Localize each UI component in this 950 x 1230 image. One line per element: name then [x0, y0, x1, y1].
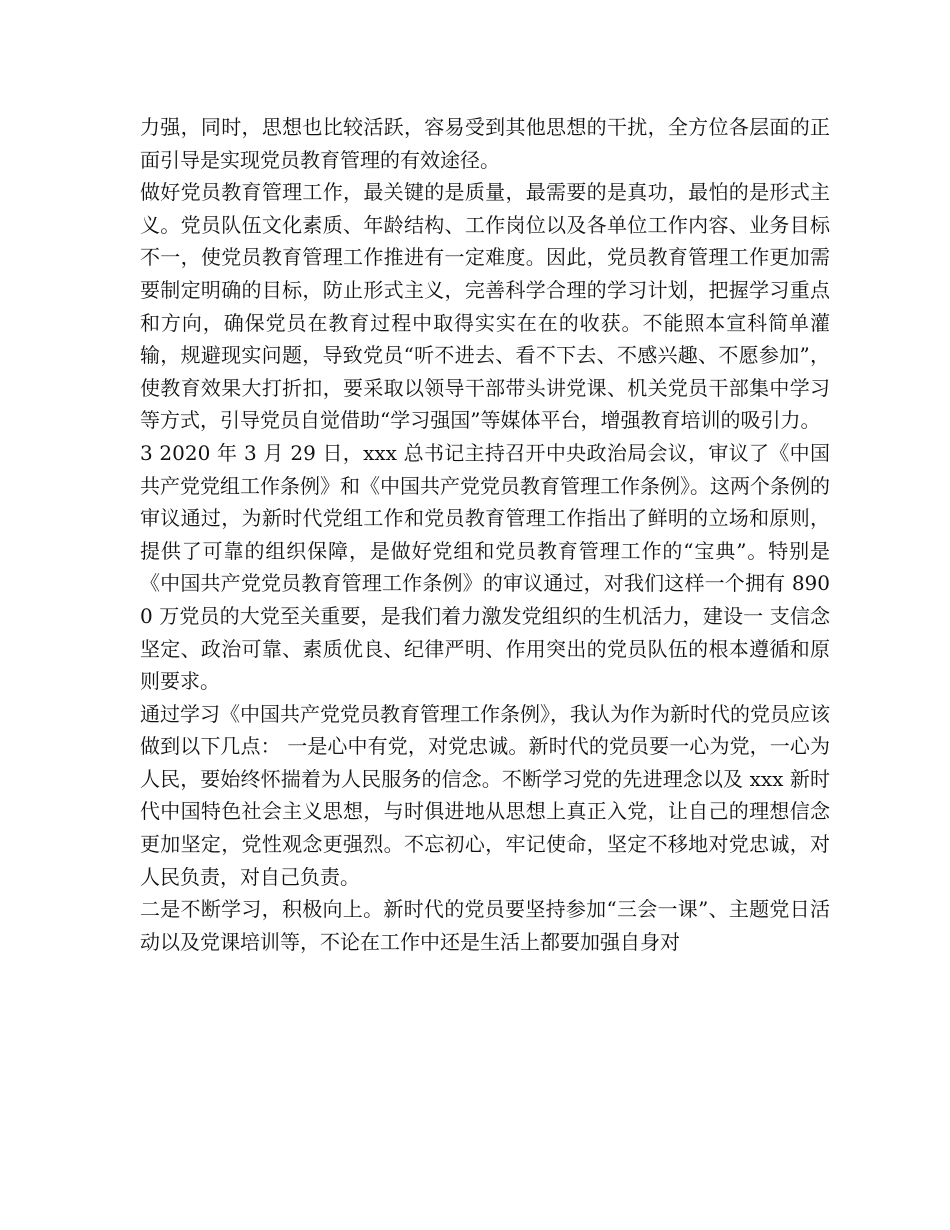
paragraph: 通过学习《中国共产党党员教育管理工作条例》，我认为作为新时代的党员应该做到以下几点： 一是心中有党，对党忠诚。新时代的党员要一心为党，一心为人民，要始终怀揣着为人民服务的信念。不断学习党的先进理念以及 xxx 新时代中国特色社会主义思想，与时俱进地从思想上真正入党，让自己的理想信念更加坚定，党性观念更强烈。不忘初心，牢记使命，坚定不移地对党忠诚，对人民负责，对自己负责。 — [140, 701, 830, 889]
paragraph: 二是不断学习，积极向上。新时代的党员要坚持参加“三会一课”、主题党日活动以及党课培训等，不论在工作中还是生活上都要加强自身对 — [140, 897, 830, 954]
paragraph: 做好党员教育管理工作，最关键的是质量，最需要的是真功，最怕的是形式主义。党员队伍文化素质、年龄结构、工作岗位以及各单位工作内容、业务目标不一，使党员教育管理工作推进有一定难度。因此，党员教育管理工作更加需要制定明确的目标，防止形式主义，完善科学合理的学习计划，把握学习重点和方向，确保党员在教育过程中取得实实在在的收获。不能照本宣科简单灌输，规避现实问题，导致党员“听不进去、看不下去、不感兴趣、不愿参加”，使教育效果大打折扣，要采取以领导干部带头讲党课、机关党员干部集中学习等方式，引导党员自觉借助“学习强国”等媒体平台，增强教育培训的吸引力。 — [140, 180, 830, 433]
paragraph: 3 2020 年 3 月 29 日，xxx 总书记主持召开中央政治局会议，审议了《中国共产党党组工作条例》和《中国共产党党员教育管理工作条例》。这两个条例的审议通过，为新时代党组工作和党员教育管理工作指出了鲜明的立场和原则，提供了可靠的组织保障，是做好党组和党员教育管理工作的“宝典”。特别是《中国共产党党员教育管理工作条例》的审议通过，对我们这样一个拥有 8900 万党员的大党至关重要，是我们着力激发党组织的生机活力，建设一 支信念坚定、政治可靠、素质优良、纪律严明、作用突出的党员队伍的根本遵循和原则要求。 — [140, 440, 830, 694]
paragraph: 力强，同时，思想也比较活跃，容易受到其他思想的干扰，全方位各层面的正面引导是实现党员教育管理的有效途径。 — [140, 115, 830, 172]
document-body — [140, 111, 830, 958]
